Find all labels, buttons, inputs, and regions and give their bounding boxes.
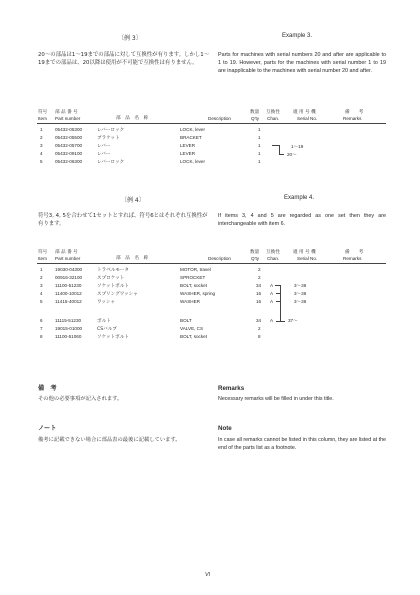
hdr-part-jp: 部 品 番 号: [55, 110, 78, 115]
hdr-chan-en: Chan.: [267, 116, 280, 121]
table-row-part: 19030-04300: [55, 267, 83, 272]
table-row-part: 11115-51230: [55, 318, 82, 323]
table-row-item: 2: [40, 275, 43, 280]
example4-title-en: Example 4.: [284, 195, 315, 201]
hdr-remarks-en: Remarks: [343, 116, 362, 121]
hdr-chan-jp: 互換性: [266, 110, 280, 115]
hdr-qty-jp: 数量: [250, 110, 260, 115]
table-row-name: レバーロック: [97, 160, 125, 165]
hdr-chan-en: Chan.: [267, 256, 280, 261]
example4-text-en: If items 3, 4 and 5 are regarded as one set then they are interchangeable with item 6.: [218, 213, 386, 228]
table-row-serial: 1～19: [291, 144, 304, 149]
hdr-remarks-jp: 備 考: [345, 250, 364, 255]
hdr-remarks-en: Remarks: [343, 256, 362, 261]
table-row-serial: 3～36: [294, 299, 307, 304]
table-row-part: 11100-51230: [55, 283, 82, 288]
remarks-text-en: Necessary remarks will be filled in under this title.: [218, 396, 334, 402]
remarks-text-jp: その他の必要事項が記入されます。: [38, 396, 123, 402]
table-row-item: 1: [40, 267, 43, 272]
table-row-desc: LOCK, lever: [180, 159, 206, 164]
hdr-item-jp: 符号: [38, 110, 48, 115]
table-row-part: 11415-40012: [55, 299, 82, 304]
remarks-title-en: Remarks: [218, 385, 245, 392]
table-row-chan: A: [270, 283, 274, 288]
table-row-desc: BRACKET: [180, 135, 202, 140]
table-row-part: 05432-05300: [55, 127, 83, 132]
hdr-serial-jp: 適 用 号 機: [293, 250, 316, 255]
table-row-name: CSバルブ: [97, 327, 117, 332]
table-row-item: 3: [40, 283, 43, 288]
table-row-serial: 37～: [288, 318, 298, 323]
hdr-qty-jp: 数量: [250, 250, 260, 255]
table-row-serial: 3～36: [294, 283, 307, 288]
table-row-qty: 1: [258, 143, 261, 148]
hdr-serial-jp: 適 用 号 機: [293, 110, 316, 115]
table-row-desc: LEVER: [180, 151, 196, 156]
table-row-part: 05432-09100: [55, 151, 83, 156]
table-row-desc: VALVE, CS: [180, 326, 204, 331]
note-text-jp: 備考に記載できない場合に部品表の最後に記載しています。: [38, 437, 181, 443]
note-title-jp: ノート: [38, 425, 57, 432]
hdr-part-jp: 部 品 番 号: [55, 250, 78, 255]
table-row-name: ボルト: [97, 319, 111, 324]
table-row-desc: LEVER: [180, 143, 196, 148]
table-row-name: スプリングワッシャ: [97, 292, 138, 297]
table-row-item: 8: [40, 334, 43, 339]
table-row-qty: 2: [258, 326, 261, 331]
table-row-qty: 8: [258, 334, 261, 339]
table-row-desc: WASHER: [180, 299, 200, 304]
table-row-name: レバーロック: [97, 128, 125, 133]
table2-header-rule: [37, 263, 386, 264]
hdr-part-en: Part number: [55, 256, 81, 261]
table-row-name: レバー: [97, 152, 111, 157]
table-row-part: 05432-05500: [55, 135, 83, 140]
table-row-item: 6: [40, 318, 43, 323]
table-row-name: ブラケット: [97, 136, 120, 141]
hdr-remarks-jp: 備 考: [345, 110, 364, 115]
table-row-part: 05432-06300: [55, 159, 83, 164]
table-row-name: ワッシャ: [97, 300, 116, 305]
page-number: VI: [205, 572, 211, 578]
hdr-serial-en: Serial No.: [297, 256, 318, 261]
hdr-qty-en: Q'ty: [251, 256, 260, 261]
note-text-en: In case all remarks cannot be listed in this column, they are listed at the end of the parts list as a footnote.: [218, 437, 386, 451]
table-row-part: 05432-05700: [55, 143, 83, 148]
table-row-qty: 2: [258, 267, 261, 272]
table-row-qty: 2: [258, 275, 261, 280]
table-row-qty: 16: [256, 291, 262, 296]
table-row-chan: A: [270, 299, 274, 304]
table-row-item: 5: [40, 299, 43, 304]
hdr-item-jp: 符号: [38, 250, 48, 255]
table-row-desc: LOCK, lever: [180, 127, 206, 132]
table-row-part: 11100-51060: [55, 334, 82, 339]
hdr-name-jp: 部 品 名 称: [116, 116, 149, 121]
table-row-desc: BOLT, socket: [180, 334, 207, 339]
note-title-en: Note: [218, 425, 232, 432]
table-row-item: 2: [40, 135, 43, 140]
remarks-title-jp: 備 考: [38, 385, 57, 392]
table-row-qty: 1: [258, 135, 261, 140]
table-row-name: トラベルモータ: [97, 268, 129, 273]
hdr-item-en: Item: [38, 116, 47, 121]
hdr-desc-en: Description: [208, 256, 231, 261]
hdr-item-en: Item: [38, 256, 47, 261]
table-row-chan: A: [270, 291, 274, 296]
table-row-desc: SPROCKET: [180, 275, 206, 280]
table-row-item: 7: [40, 326, 43, 331]
example3-title-en: Example 3.: [282, 33, 313, 39]
table-row-desc: BOLT, socket: [180, 283, 207, 288]
hdr-desc-en: Description: [208, 116, 231, 121]
table-row-item: 4: [40, 151, 43, 156]
hdr-name-jp: 部 品 名 称: [116, 256, 149, 261]
example4-text-jp: 符号3, 4, 5を合わせて1セットとすれば、符号6とはそれぞれ互換性が有ります。: [38, 213, 208, 228]
table-row-qty: 34: [256, 283, 262, 288]
table-row-item: 4: [40, 291, 43, 296]
example4-title-jp: 〔例 4〕: [121, 197, 145, 204]
table-row-desc: MOTOR, travel: [180, 267, 211, 272]
example3-title-jp: 〔例 3〕: [118, 35, 142, 42]
table-row-desc: BOLT: [180, 318, 192, 323]
table-row-item: 5: [40, 159, 43, 164]
table-row-desc: WASHER, spring: [180, 291, 216, 296]
table-row-name: ソケットボルト: [97, 335, 129, 340]
table-row-name: レバー: [97, 144, 111, 149]
hdr-qty-en: Q'ty: [251, 116, 260, 121]
table-row-part: 00916-32100: [55, 275, 83, 280]
table-row-item: 1: [40, 127, 43, 132]
example3-text-jp: 20～の部品は1～19までの部品に対して互換性が有ります。しかし1～19までの部品は、20以降は使用が不可能で互換性は有りません。: [38, 52, 210, 67]
table1-header-rule: [37, 123, 386, 124]
table-row-part: 19015-01000: [55, 326, 83, 331]
table-row-chan: A: [270, 318, 274, 323]
table-row-item: 3: [40, 143, 43, 148]
hdr-chan-jp: 互換性: [266, 250, 280, 255]
table-row-qty: 1: [258, 159, 261, 164]
table-row-name: スプロケット: [97, 276, 125, 281]
table-row-qty: 34: [256, 318, 262, 323]
table-row-serial: 20～: [287, 152, 297, 157]
table-row-part: 11400-10012: [55, 291, 82, 296]
hdr-part-en: Part number: [55, 116, 81, 121]
hdr-serial-en: Serial No.: [297, 116, 318, 121]
table-row-qty: 1: [258, 127, 261, 132]
example3-text-en: Parts for machines with serial numbers 20 and after are applicable to 1 to 19. However, parts for the machines with serial number 1 to 19 are inapplicable to the machines with serial number 20 and after.: [218, 52, 386, 75]
table-row-qty: 1: [258, 151, 261, 156]
table-row-qty: 16: [256, 299, 262, 304]
table-row-name: ソケットボルト: [97, 284, 129, 289]
table-row-serial: 3～36: [294, 291, 307, 296]
